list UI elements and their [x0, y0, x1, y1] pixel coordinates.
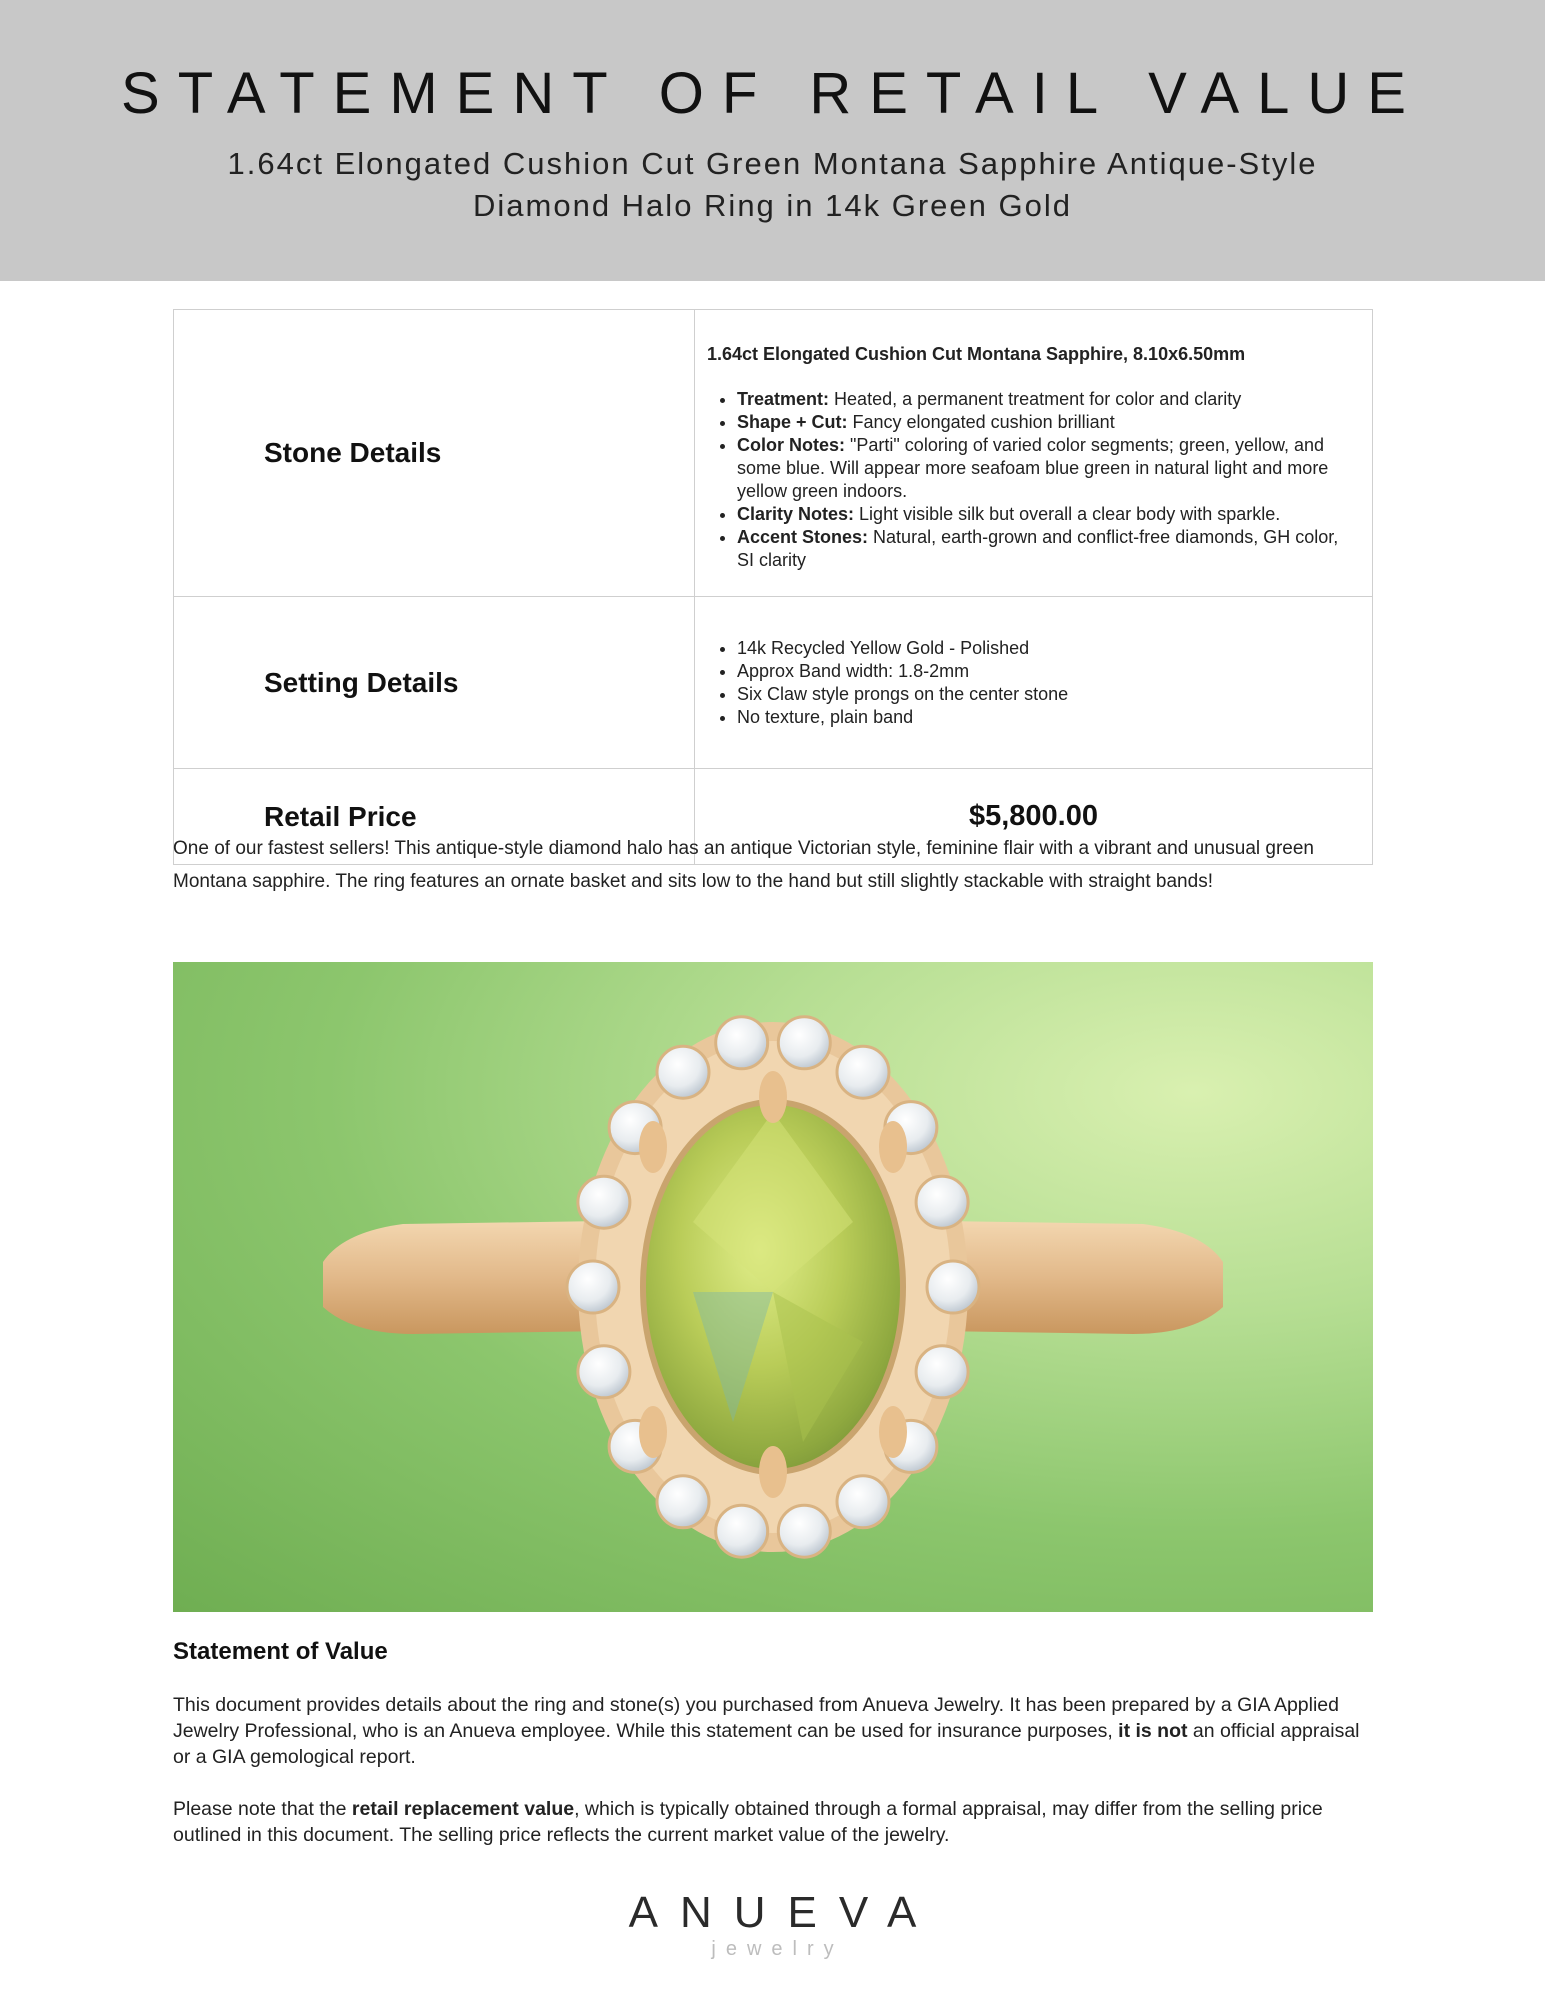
stone-details-list — [707, 388, 1348, 572]
paragraph-text: , which is typically obtained through a formal appraisal, may differ from the selling price outlined in this document. The selling price reflects the current market value of the jewelry. — [173, 1798, 1323, 1846]
list-item — [737, 411, 1348, 434]
stone-details-label: Stone Details — [174, 310, 695, 597]
header-banner — [0, 0, 1545, 281]
paragraph-text: Please note that the — [173, 1798, 352, 1820]
list-item: • 14k Recycled Yellow Gold - Polished — [737, 637, 1348, 660]
anueva-logo — [0, 1888, 1545, 1960]
prong — [639, 1406, 667, 1458]
halo-diamond — [578, 1176, 630, 1228]
accent-stones-value: Natural, earth-grown and conflict-free diamonds, GH color, SI clarity — [737, 526, 1339, 570]
halo-diamond — [778, 1505, 830, 1557]
halo-diamond — [927, 1261, 979, 1313]
color-notes-value: "Parti" coloring of varied color segments; green, yellow, and some blue. Will appear more seafoam blue green in natural light and more yellow green indoors. — [737, 434, 1329, 501]
statement-of-value-title: Statement of Value — [173, 1638, 388, 1665]
statement-paragraph-2 — [173, 1796, 1378, 1848]
list-item — [737, 503, 1348, 526]
halo-diamond — [657, 1476, 709, 1528]
halo-diamond — [716, 1017, 768, 1069]
list-item: • No texture, plain band — [737, 706, 1348, 729]
list-item: • Six Claw style prongs on the center stone — [737, 683, 1348, 706]
statement-paragraph-1 — [173, 1692, 1378, 1770]
retail-price-label: Retail Price — [174, 769, 695, 865]
ring-photo — [173, 962, 1373, 1612]
halo-diamond — [837, 1476, 889, 1528]
stone-details-cell — [695, 310, 1373, 597]
halo-diamond — [916, 1346, 968, 1398]
treatment-value: Heated, a permanent treatment for color and clarity — [834, 388, 1242, 409]
page-subtitle: 1.64ct Elongated Cushion Cut Green Montana Sapphire Antique-Style Diamond Halo Ring in 14k Green Gold — [227, 146, 1318, 223]
clarity-notes-value: Light visible silk but overall a clear body with sparkle. — [859, 503, 1281, 524]
prong — [759, 1071, 787, 1123]
logo-wordmark: ANUEVA — [628, 1888, 939, 1937]
list-item — [737, 526, 1348, 572]
accent-stones-label: Accent Stones: — [737, 526, 869, 547]
setting-details-label: Setting Details — [174, 597, 695, 769]
paragraph-text: an official appraisal or a GIA gemological report. — [173, 1720, 1360, 1768]
shape-cut-label: Shape + Cut: — [737, 411, 848, 432]
list-item: • Approx Band width: 1.8-2mm — [737, 660, 1348, 683]
stone-row — [174, 310, 1373, 597]
list-item — [737, 434, 1348, 503]
prong — [879, 1406, 907, 1458]
stone-title: 1.64ct Elongated Cushion Cut Montana Sapphire, 8.10x6.50mm — [707, 343, 1246, 364]
ring-illustration — [173, 962, 1373, 1612]
list-item — [737, 388, 1348, 411]
setting-row — [174, 597, 1373, 769]
retail-price-value: $5,800.00 — [695, 769, 1373, 865]
halo-diamond — [916, 1176, 968, 1228]
halo-diamond — [567, 1261, 619, 1313]
setting-details-cell — [695, 597, 1373, 769]
halo-diamond — [657, 1046, 709, 1098]
setting-details-list — [707, 637, 1348, 729]
prong — [879, 1121, 907, 1173]
shape-cut-value: Fancy elongated cushion brilliant — [852, 411, 1115, 432]
paragraph-bold-text: retail replacement value — [351, 1798, 575, 1820]
details-table — [173, 309, 1373, 865]
prong — [759, 1446, 787, 1498]
halo-diamond — [778, 1017, 830, 1069]
halo-diamond — [837, 1046, 889, 1098]
paragraph-bold-text: it is not — [1118, 1720, 1188, 1742]
halo-diamond — [716, 1505, 768, 1557]
paragraph-text: This document provides details about the ring and stone(s) you purchased from Anueva Jewelry. It has been prepared by a GIA Applied Jewelry Professional, who is an Anueva employee. While this statement can be used for insurance purposes, — [173, 1694, 1339, 1742]
treatment-label: Treatment: — [737, 388, 830, 409]
product-description: One of our fastest sellers! This antique-style diamond halo has an antique Victorian style, feminine flair with a vibrant and unusual green Montana sapphire. The ring features an ornate basket and sits low to the hand but still slightly stackable with straight bands! — [173, 838, 1315, 892]
halo-diamond — [578, 1346, 630, 1398]
prong — [639, 1121, 667, 1173]
color-notes-label: Color Notes: — [737, 434, 845, 455]
logo-subtext: jewelry — [711, 1938, 844, 1960]
page-title: STATEMENT OF RETAIL VALUE — [121, 61, 1424, 126]
clarity-notes-label: Clarity Notes: — [737, 503, 855, 524]
